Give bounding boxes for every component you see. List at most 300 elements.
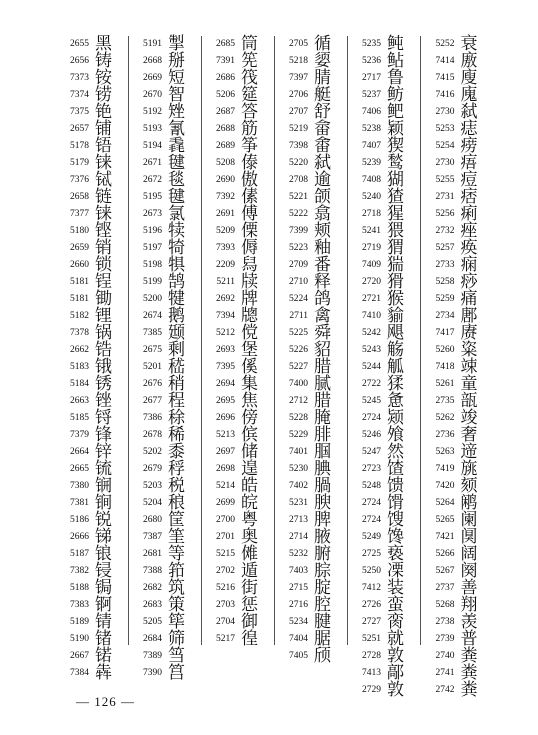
table-row <box>348 580 420 597</box>
char-code: 2668 <box>143 55 162 66</box>
table-row <box>202 359 274 376</box>
char-code: 5199 <box>143 276 162 287</box>
hanzi-character: 阔 <box>460 544 478 564</box>
char-code: 5198 <box>143 259 162 270</box>
char-code: 2678 <box>143 429 162 440</box>
char-code: 5184 <box>70 378 89 389</box>
table-row <box>202 478 274 495</box>
table-column <box>275 34 348 666</box>
char-code: 2659 <box>70 242 89 253</box>
hanzi-character: 弑 <box>314 153 331 173</box>
char-code: 2724 <box>362 412 381 423</box>
table-row <box>56 325 128 342</box>
hanzi-character: 釉 <box>314 238 331 258</box>
table-row <box>348 172 420 189</box>
table-row <box>421 189 494 206</box>
hanzi-character: 猩 <box>387 204 404 224</box>
table-row <box>421 53 494 70</box>
table-row <box>129 410 201 427</box>
hanzi-character: 短 <box>168 68 185 88</box>
table-row <box>275 104 347 121</box>
char-code: 2740 <box>435 650 455 661</box>
hanzi-character: 皓 <box>241 476 258 496</box>
char-code: 5197 <box>143 242 162 253</box>
table-row <box>129 461 201 478</box>
hanzi-character: 遁 <box>241 561 258 581</box>
char-code: 5240 <box>362 191 381 202</box>
table-row <box>202 70 274 87</box>
hanzi-character: 循 <box>314 34 331 54</box>
hanzi-character: 阕 <box>460 561 478 581</box>
hanzi-character: 链 <box>95 187 112 207</box>
hanzi-character: 亵 <box>387 544 404 564</box>
table-row <box>129 478 201 495</box>
hanzi-character: 痛 <box>460 289 478 309</box>
char-code: 2680 <box>143 514 162 525</box>
char-code: 5263 <box>435 446 455 457</box>
hanzi-character: 猾 <box>387 272 404 292</box>
char-code: 2670 <box>143 89 162 100</box>
table-row <box>348 87 420 104</box>
hanzi-character: 就 <box>387 629 404 649</box>
hanzi-character: 飓 <box>387 323 404 343</box>
char-code: 7419 <box>435 463 455 474</box>
hanzi-character: 颌 <box>314 187 331 207</box>
char-code: 2666 <box>70 531 89 542</box>
char-code: 5182 <box>70 310 89 321</box>
char-code: 5224 <box>289 293 308 304</box>
hanzi-character: 衰 <box>460 34 478 54</box>
hanzi-character: 貂 <box>314 340 331 360</box>
char-code: 7412 <box>362 582 381 593</box>
table-row <box>202 291 274 308</box>
table-row <box>129 393 201 410</box>
hanzi-character: 犊 <box>168 221 185 241</box>
table-row <box>202 223 274 240</box>
char-code: 7387 <box>143 531 162 542</box>
hanzi-character: 傉 <box>241 238 258 258</box>
table-row <box>56 478 128 495</box>
char-code: 7399 <box>289 225 308 236</box>
hanzi-character: 馋 <box>387 527 404 547</box>
char-code: 2698 <box>216 463 235 474</box>
char-code: 5253 <box>435 123 455 134</box>
table-row <box>56 614 128 631</box>
char-code: 2727 <box>362 616 381 627</box>
char-code: 2689 <box>216 140 235 151</box>
table-row <box>348 614 420 631</box>
char-code: 7378 <box>70 327 89 338</box>
hanzi-character: 氯 <box>168 204 185 224</box>
table-row <box>129 631 201 648</box>
char-code: 2730 <box>435 106 455 117</box>
hanzi-character: 策 <box>168 595 185 615</box>
hanzi-character: 腡 <box>314 476 331 496</box>
table-row <box>129 53 201 70</box>
hanzi-character: 筵 <box>241 85 258 105</box>
char-code: 7401 <box>289 446 308 457</box>
char-code: 5262 <box>435 412 455 423</box>
char-code: 5194 <box>143 140 162 151</box>
table-row <box>202 138 274 155</box>
table-row <box>348 308 420 325</box>
char-code: 2728 <box>362 650 381 661</box>
char-code: 7395 <box>216 361 235 372</box>
hanzi-character: 腱 <box>314 612 331 632</box>
table-row <box>129 597 201 614</box>
char-code: 2209 <box>216 259 235 270</box>
char-code: 7398 <box>289 140 308 151</box>
table-row <box>348 274 420 291</box>
char-code: 2685 <box>216 38 235 49</box>
hanzi-character: 牕 <box>241 306 258 326</box>
hanzi-character: 粪 <box>460 663 478 683</box>
table-row <box>275 580 347 597</box>
char-code: 2687 <box>216 106 235 117</box>
char-code: 7388 <box>143 565 162 576</box>
table-row <box>129 342 201 359</box>
char-code: 5244 <box>362 361 381 372</box>
table-row <box>202 410 274 427</box>
table-row <box>202 495 274 512</box>
hanzi-character: 筥 <box>168 663 185 683</box>
table-row <box>348 682 420 699</box>
char-code: 2730 <box>435 157 455 168</box>
hanzi-character: 氰 <box>168 119 185 139</box>
char-code: 2669 <box>143 72 162 83</box>
char-code: 2682 <box>143 582 162 593</box>
table-row <box>202 631 274 648</box>
char-code: 5178 <box>70 140 89 151</box>
table-row <box>129 546 201 563</box>
table-row <box>421 512 494 529</box>
char-code: 2724 <box>362 497 381 508</box>
table-row <box>129 495 201 512</box>
table-row <box>275 563 347 580</box>
table-row <box>56 206 128 223</box>
hanzi-character: 猴 <box>387 289 404 309</box>
char-code: 5218 <box>289 55 308 66</box>
hanzi-character: 毽 <box>168 153 185 173</box>
table-row <box>202 376 274 393</box>
hanzi-character: 锋 <box>95 425 112 445</box>
hanzi-character: 铽 <box>95 170 112 190</box>
char-code: 2709 <box>289 259 308 270</box>
table-row <box>421 325 494 342</box>
table-row <box>56 121 128 138</box>
hanzi-character: 街 <box>241 578 258 598</box>
char-code: 5227 <box>289 361 308 372</box>
char-code: 5266 <box>435 548 455 559</box>
char-code: 7386 <box>143 412 162 423</box>
hanzi-character: 鹅 <box>168 306 185 326</box>
hanzi-character: 童 <box>460 374 478 394</box>
hanzi-character: 腔 <box>314 595 331 615</box>
table-row <box>421 682 494 699</box>
hanzi-character: 黑 <box>95 34 112 54</box>
table-row <box>275 308 347 325</box>
hanzi-character: 猢 <box>387 170 404 190</box>
char-code: 5201 <box>143 361 162 372</box>
char-code: 7403 <box>289 565 308 576</box>
table-row <box>129 155 201 172</box>
char-code: 5246 <box>362 429 381 440</box>
table-row <box>348 70 420 87</box>
char-code: 2718 <box>362 208 381 219</box>
char-code: 7377 <box>70 208 89 219</box>
hanzi-character: 禽 <box>314 306 331 326</box>
char-code: 2724 <box>362 514 381 525</box>
hanzi-character: 犋 <box>168 255 185 275</box>
hanzi-character: 腒 <box>314 629 331 649</box>
char-code: 5265 <box>435 514 455 525</box>
table-row <box>348 631 420 648</box>
char-code: 2738 <box>435 616 455 627</box>
table-row <box>275 291 347 308</box>
table-row <box>129 427 201 444</box>
table-column <box>56 34 129 683</box>
char-code: 5242 <box>362 327 381 338</box>
char-code: 2721 <box>362 293 381 304</box>
hanzi-character: 傧 <box>241 425 258 445</box>
hanzi-character: 鲂 <box>387 85 404 105</box>
table-row <box>129 240 201 257</box>
table-row <box>202 172 274 189</box>
hanzi-character: 锏 <box>95 493 112 513</box>
hanzi-character: 猹 <box>387 187 404 207</box>
hanzi-character: 翔 <box>460 595 478 615</box>
hanzi-character: 畬 <box>314 136 331 156</box>
char-code: 2675 <box>143 344 162 355</box>
hanzi-character: 馊 <box>387 510 404 530</box>
table-row <box>56 104 128 121</box>
table-row <box>202 53 274 70</box>
table-row <box>56 189 128 206</box>
char-code: 7408 <box>362 174 381 185</box>
table-row <box>202 104 274 121</box>
hanzi-character: 痢 <box>460 204 478 224</box>
char-code: 5222 <box>289 208 308 219</box>
table-row <box>275 172 347 189</box>
char-code: 5193 <box>143 123 162 134</box>
hanzi-character: 税 <box>168 476 185 496</box>
hanzi-character: 腴 <box>314 493 331 513</box>
hanzi-character: 答 <box>241 102 258 122</box>
char-code: 5256 <box>435 208 455 219</box>
char-code: 2723 <box>362 463 381 474</box>
hanzi-character: 竦 <box>460 357 478 377</box>
hanzi-character: 痫 <box>460 255 478 275</box>
char-code: 5235 <box>362 38 381 49</box>
table-row <box>421 427 494 444</box>
char-code: 7405 <box>289 650 308 661</box>
table-row <box>56 631 128 648</box>
table-row <box>421 461 494 478</box>
table-row <box>56 240 128 257</box>
hanzi-character: 锈 <box>95 374 112 394</box>
table-row <box>421 614 494 631</box>
hanzi-character: 铹 <box>95 85 112 105</box>
hanzi-character: 等 <box>168 544 185 564</box>
table-row <box>202 597 274 614</box>
char-code: 2693 <box>216 344 235 355</box>
hanzi-character: 傥 <box>241 323 258 343</box>
char-code: 5260 <box>435 344 455 355</box>
table-row <box>275 393 347 410</box>
char-code: 2658 <box>70 191 89 202</box>
table-row <box>421 155 494 172</box>
char-code: 2735 <box>435 395 455 406</box>
table-row <box>421 478 494 495</box>
table-column <box>348 34 421 700</box>
hanzi-character: 舜 <box>314 323 331 343</box>
char-code: 2664 <box>70 446 89 457</box>
char-code: 2713 <box>289 514 308 525</box>
hanzi-character: 腆 <box>314 459 331 479</box>
table-row <box>56 597 128 614</box>
table-row <box>275 410 347 427</box>
table-row <box>348 155 420 172</box>
table-row <box>348 563 420 580</box>
table-column <box>202 34 275 649</box>
hanzi-character: 猯 <box>387 255 404 275</box>
hanzi-character: 徨 <box>241 629 258 649</box>
char-code: 2710 <box>289 276 308 287</box>
hanzi-character: 傈 <box>241 221 258 241</box>
char-code: 2702 <box>216 565 235 576</box>
hanzi-character: 锗 <box>95 629 112 649</box>
table-row <box>348 393 420 410</box>
char-code: 7379 <box>70 429 89 440</box>
table-row <box>129 648 201 665</box>
char-code: 2736 <box>435 429 455 440</box>
hanzi-character: 阒 <box>460 527 478 547</box>
hanzi-character: 矬 <box>168 102 185 122</box>
char-code: 7413 <box>362 667 381 678</box>
char-code: 2701 <box>216 531 235 542</box>
hanzi-character: 飧 <box>387 425 404 445</box>
char-code: 5250 <box>362 565 381 576</box>
char-code: 7417 <box>435 327 455 338</box>
table-row <box>129 308 201 325</box>
table-row <box>129 580 201 597</box>
hanzi-character: 颋 <box>168 323 185 343</box>
table-row <box>275 546 347 563</box>
char-code: 7381 <box>70 497 89 508</box>
hanzi-character: 瓿 <box>460 391 478 411</box>
char-code: 7392 <box>216 191 235 202</box>
table-row <box>421 580 494 597</box>
table-row <box>56 427 128 444</box>
hanzi-character: 傒 <box>241 357 258 377</box>
table-row <box>421 36 494 53</box>
hanzi-character: 锔 <box>95 578 112 598</box>
char-code: 5181 <box>70 293 89 304</box>
char-code: 2715 <box>289 582 308 593</box>
hanzi-character: 蛮 <box>387 595 404 615</box>
char-code: 2737 <box>435 582 455 593</box>
hanzi-character: 鲀 <box>387 34 404 54</box>
table-row <box>275 325 347 342</box>
table-row <box>56 546 128 563</box>
table-row <box>129 614 201 631</box>
char-code: 2674 <box>143 310 162 321</box>
table-row <box>421 376 494 393</box>
hanzi-character: 铺 <box>95 119 112 139</box>
table-row <box>421 206 494 223</box>
table-row <box>421 529 494 546</box>
table-row <box>56 53 128 70</box>
table-row <box>348 325 420 342</box>
char-code: 5232 <box>289 548 308 559</box>
table-row <box>202 546 274 563</box>
char-code: 7384 <box>70 667 89 678</box>
char-code: 5219 <box>289 123 308 134</box>
table-row <box>275 155 347 172</box>
hanzi-character: 遑 <box>241 459 258 479</box>
char-code: 7416 <box>435 89 455 100</box>
table-row <box>348 546 420 563</box>
table-row <box>56 495 128 512</box>
char-code: 5249 <box>362 531 381 542</box>
char-code: 7382 <box>70 565 89 576</box>
char-code: 2660 <box>70 259 89 270</box>
hanzi-character: 腻 <box>314 374 331 394</box>
hanzi-character: 锍 <box>95 459 112 479</box>
hanzi-character: 犄 <box>168 238 185 258</box>
char-code: 7385 <box>143 327 162 338</box>
table-row <box>348 529 420 546</box>
hanzi-character: 装 <box>387 578 404 598</box>
hanzi-character: 筋 <box>241 119 258 139</box>
table-row <box>275 257 347 274</box>
table-column <box>129 34 202 683</box>
hanzi-character: 鸽 <box>314 289 331 309</box>
hanzi-character: 掰 <box>168 51 185 71</box>
table-row <box>129 444 201 461</box>
hanzi-character: 痦 <box>460 153 478 173</box>
table-row <box>421 121 494 138</box>
char-code: 7421 <box>435 531 455 542</box>
hanzi-character: 颏 <box>460 476 478 496</box>
hanzi-character: 黍 <box>168 442 185 462</box>
char-code: 5239 <box>362 157 381 168</box>
hanzi-character: 堡 <box>241 340 258 360</box>
char-code: 5252 <box>435 38 455 49</box>
hanzi-character: 铸 <box>95 51 112 71</box>
hanzi-character: 锉 <box>95 391 112 411</box>
hanzi-character: 痤 <box>460 221 478 241</box>
hanzi-character: 锑 <box>95 527 112 547</box>
char-code: 5254 <box>435 140 455 151</box>
char-code: 2711 <box>289 310 308 321</box>
hanzi-character: 嵇 <box>168 357 185 377</box>
char-code: 2676 <box>143 378 162 389</box>
char-code: 7418 <box>435 361 455 372</box>
char-code: 2665 <box>70 463 89 474</box>
hanzi-character: 铿 <box>95 221 112 241</box>
table-row <box>56 87 128 104</box>
char-code: 2697 <box>216 446 235 457</box>
hanzi-character: 鹙 <box>387 153 404 173</box>
hanzi-character: 锊 <box>95 408 112 428</box>
char-code: 5237 <box>362 89 381 100</box>
table-row <box>275 240 347 257</box>
char-code: 7380 <box>70 480 89 491</box>
char-code: 7414 <box>435 55 455 66</box>
char-code: 5206 <box>216 89 235 100</box>
hanzi-character: 羡 <box>460 612 478 632</box>
